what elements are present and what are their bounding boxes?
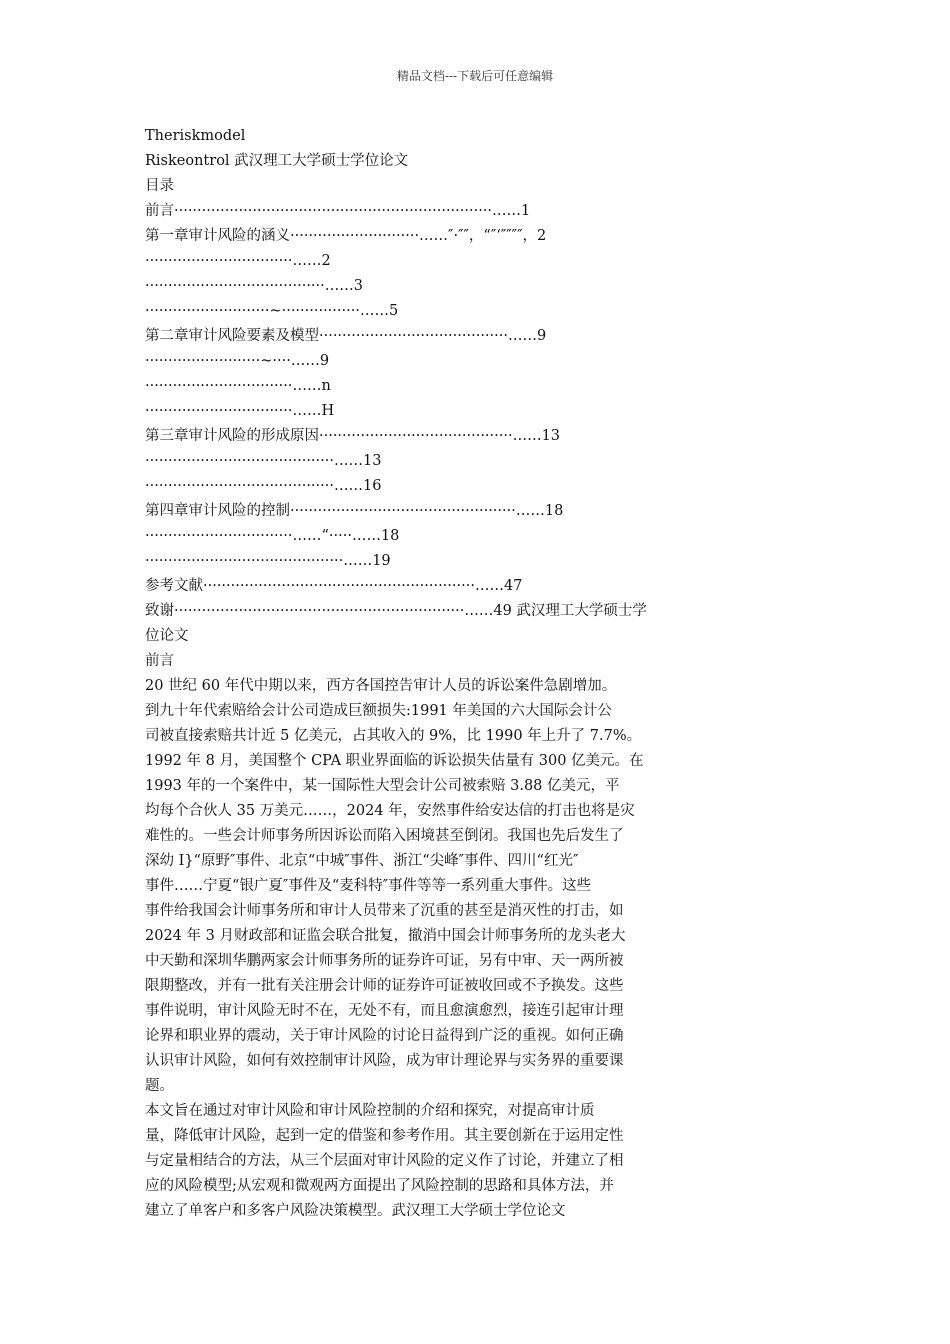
toc-heading: 目录 [145,178,174,194]
toc-entry: ·········································……16 [145,478,382,494]
toc-entry: ·········································……13 [145,453,382,469]
body-line: 1992 年 8 月，美国整个 CPA 职业界面临的诉讼损失估量有 300 亿美元。在 [145,753,644,769]
toc-entry: 第一章审计风险的涵义····························……″·″″，“″‘″″″″，2 [145,228,547,244]
body-line: 20 世纪 60 年代中期以来，西方各国控告审计人员的诉讼案件急剧增加。 [145,678,617,694]
body-line: 事件说明，审计风险无时不在，无处不有，而且愈演愈烈，接连引起审计理 [145,1003,624,1019]
toc-entry: 第三章审计风险的形成原因··········································……13 [145,428,561,444]
toc-entry: ·······································……3 [145,278,363,294]
toc-entry: ································……“·····……18 [145,528,400,544]
body-line: 应的风险模型;从宏观和微观两方面提出了风险控制的思路和具体方法，并 [145,1178,614,1194]
body-line: 均每个合伙人 35 万美元……，2024 年，安然事件给安达信的打击也将是灾 [145,803,635,819]
toc-entry: 第四章审计风险的控制·················································……18 [145,503,564,519]
toc-entry: 位论文 [145,628,189,644]
title-line: Riskeontrol 武汉理工大学硕士学位论文 [145,153,409,169]
body-line: 认识审计风险，如何有效控制审计风险，成为审计理论界与实务界的重要课 [145,1053,624,1069]
toc-entry: 致谢·······························································……49 武汉理工大学硕士学 [145,603,647,619]
body-line: 1993 年的一个案件中，某一国际性大型会计公司被索赔 3.88 亿美元，平 [145,778,620,794]
toc-entry: 参考文献···························································……47 [145,578,523,594]
document-body [145,124,825,1224]
body-line: 与定量相结合的方法，从三个层面对审计风险的定义作了讨论，并建立了相 [145,1153,624,1169]
preface-heading: 前言 [145,653,174,669]
body-line: 论界和职业界的震动，关于审计风险的讨论日益得到广泛的重视。如何正确 [145,1028,624,1044]
body-line: 事件……宁夏“银广夏″事件及“麦科特″事件等等一系列重大事件。这些 [145,878,592,894]
body-line: 深幼 I}“原野″事件、北京“中城″事件、浙江“尖峰″事件、四川“红光″ [145,853,579,869]
body-line: 2024 年 3 月财政部和证监会联合批复，撤消中国会计师事务所的龙头老大 [145,928,626,944]
toc-entry: ································……H [145,403,335,419]
body-line: 建立了单客户和多客户风险决策模型。武汉理工大学硕士学位论文 [145,1203,566,1219]
body-line: 限期整改，并有一批有关注册会计师的证券许可证被收回或不予换发。这些 [145,978,624,994]
body-line: 题。 [145,1078,174,1094]
body-line: 中天勤和深圳华鹏两家会计师事务所的证券许可证，另有中审、天一两所被 [145,953,624,969]
page-header: 精品文档---下载后可任意编辑 [396,69,554,83]
body-line: 本文旨在通过对审计风险和审计风险控制的介绍和探究，对提高审计质 [145,1103,595,1119]
body-line: 难性的。一些会计师事务所因诉讼而陷入困境甚至倒闭。我国也先后发生了 [145,828,624,844]
body-line: 司被直接索赔共计近 5 亿美元，占其收入的 9%，比 1990 年上升了 7.7%。 [145,728,642,744]
toc-entry: ···························~·················……5 [145,303,399,319]
body-line: 到九十年代索赔给会计公司造成巨额损失:1991 年美国的六大国际会计公 [145,703,612,719]
title-line: Theriskmodel [145,128,246,144]
toc-entry: ···········································……19 [145,553,391,569]
body-line: 事件给我国会计师事务所和审计人员带来了沉重的甚至是消灭性的打击，如 [145,903,624,919]
toc-entry: ································……2 [145,253,331,269]
body-line: 量，降低审计风险，起到一定的借鉴和参考作用。其主要创新在于运用定性 [145,1128,624,1144]
toc-entry: 第二章审计风险要素及模型·········································……9 [145,328,547,344]
toc-entry: ································……n [145,378,331,394]
toc-entry: 前言·····································································……1 [145,203,531,219]
toc-entry: ·························~····……9 [145,353,330,369]
